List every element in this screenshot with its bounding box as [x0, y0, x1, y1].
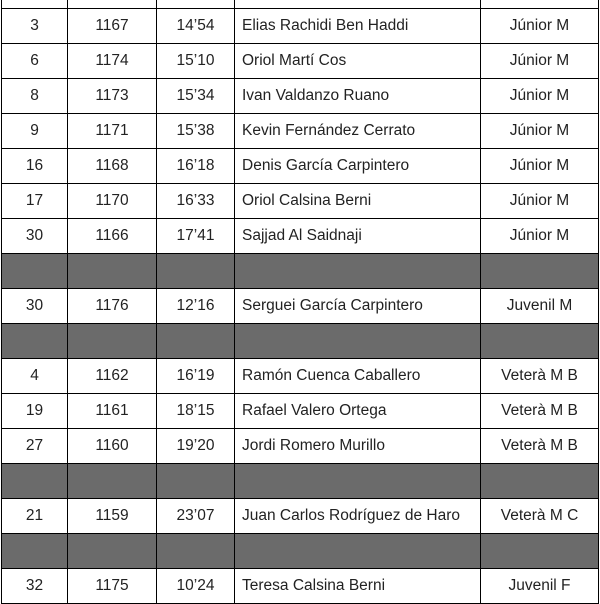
table-row — [2, 79, 599, 114]
category-cell: Veterà M B — [481, 429, 599, 464]
position-cell: 6 — [2, 44, 68, 79]
position-cell: 32 — [2, 569, 68, 604]
time-cell: 23’07 — [157, 499, 235, 534]
bib-number-cell: 1171 — [68, 114, 157, 149]
time-cell: 17’41 — [157, 219, 235, 254]
bib-number-cell: 1167 — [68, 9, 157, 44]
category-cell: Júnior M — [481, 149, 599, 184]
category-cell: Júnior M — [481, 44, 599, 79]
results-table — [1, 0, 599, 604]
separator-cell — [68, 464, 157, 499]
separator-cell — [2, 254, 68, 289]
time-cell: 12’16 — [157, 289, 235, 324]
bib-number-cell: 1162 — [68, 359, 157, 394]
category-separator-row — [2, 254, 599, 289]
bib-number-cell: 1168 — [68, 149, 157, 184]
position-cell: 21 — [2, 499, 68, 534]
table-row — [2, 219, 599, 254]
position-cell: 4 — [2, 359, 68, 394]
bib-number-cell: 1176 — [68, 289, 157, 324]
runner-name-cell: Kevin Fernández Cerrato — [235, 114, 481, 149]
runner-name-cell: Oriol Martí Cos — [235, 44, 481, 79]
table-row — [2, 394, 599, 429]
runner-name-cell: Sajjad Al Saidnaji — [235, 219, 481, 254]
table-row — [2, 429, 599, 464]
runner-name-cell: Elias Rachidi Ben Haddi — [235, 9, 481, 44]
table-row — [2, 289, 599, 324]
bib-number-cell: 1161 — [68, 394, 157, 429]
bib-number-cell — [68, 0, 157, 9]
table-row — [2, 44, 599, 79]
separator-cell — [68, 534, 157, 569]
separator-cell — [68, 254, 157, 289]
position-cell: 8 — [2, 79, 68, 114]
position-cell: 19 — [2, 394, 68, 429]
separator-cell — [157, 254, 235, 289]
category-cell: Júnior M — [481, 219, 599, 254]
position-cell — [2, 0, 68, 9]
bib-number-cell: 1174 — [68, 44, 157, 79]
category-cell: Júnior M — [481, 114, 599, 149]
time-cell: 15’38 — [157, 114, 235, 149]
table-row — [2, 359, 599, 394]
time-cell: 19’20 — [157, 429, 235, 464]
separator-cell — [481, 534, 599, 569]
runner-name-cell: Oriol Calsina Berni — [235, 184, 481, 219]
bib-number-cell: 1159 — [68, 499, 157, 534]
time-cell: 15’10 — [157, 44, 235, 79]
time-cell: 16’33 — [157, 184, 235, 219]
time-cell: 14’54 — [157, 9, 235, 44]
category-cell: Veterà M B — [481, 359, 599, 394]
separator-cell — [235, 534, 481, 569]
runner-name-cell: Jordi Romero Murillo — [235, 429, 481, 464]
runner-name-cell: Ivan Valdanzo Ruano — [235, 79, 481, 114]
table-row — [2, 499, 599, 534]
separator-cell — [68, 324, 157, 359]
category-cell: Júnior M — [481, 79, 599, 114]
time-cell — [157, 0, 235, 9]
category-cell: Veterà M B — [481, 394, 599, 429]
separator-cell — [2, 534, 68, 569]
position-cell: 3 — [2, 9, 68, 44]
table-row — [2, 114, 599, 149]
category-cell — [481, 0, 599, 9]
runner-name-cell: Rafael Valero Ortega — [235, 394, 481, 429]
runner-name-cell — [235, 0, 481, 9]
runner-name-cell: Teresa Calsina Berni — [235, 569, 481, 604]
position-cell: 17 — [2, 184, 68, 219]
separator-cell — [157, 534, 235, 569]
separator-cell — [235, 464, 481, 499]
category-cell: Veterà M C — [481, 499, 599, 534]
position-cell: 16 — [2, 149, 68, 184]
table-row — [2, 9, 599, 44]
time-cell: 16’18 — [157, 149, 235, 184]
table-row — [2, 0, 599, 9]
bib-number-cell: 1175 — [68, 569, 157, 604]
separator-cell — [157, 464, 235, 499]
table-row — [2, 184, 599, 219]
separator-cell — [2, 464, 68, 499]
separator-cell — [2, 324, 68, 359]
runner-name-cell: Ramón Cuenca Caballero — [235, 359, 481, 394]
separator-cell — [235, 324, 481, 359]
runner-name-cell: Serguei García Carpintero — [235, 289, 481, 324]
bib-number-cell: 1166 — [68, 219, 157, 254]
bib-number-cell: 1173 — [68, 79, 157, 114]
category-cell: Júnior M — [481, 9, 599, 44]
table-row — [2, 149, 599, 184]
separator-cell — [481, 324, 599, 359]
results-table-body — [2, 0, 599, 604]
position-cell: 30 — [2, 289, 68, 324]
separator-cell — [235, 254, 481, 289]
category-cell: Juvenil F — [481, 569, 599, 604]
separator-cell — [481, 254, 599, 289]
category-separator-row — [2, 324, 599, 359]
category-separator-row — [2, 534, 599, 569]
runner-name-cell: Denis García Carpintero — [235, 149, 481, 184]
separator-cell — [481, 464, 599, 499]
category-separator-row — [2, 464, 599, 499]
time-cell: 16’19 — [157, 359, 235, 394]
time-cell: 10’24 — [157, 569, 235, 604]
bib-number-cell: 1170 — [68, 184, 157, 219]
category-cell: Juvenil M — [481, 289, 599, 324]
table-row — [2, 569, 599, 604]
position-cell: 30 — [2, 219, 68, 254]
time-cell: 18’15 — [157, 394, 235, 429]
bib-number-cell: 1160 — [68, 429, 157, 464]
time-cell: 15’34 — [157, 79, 235, 114]
separator-cell — [157, 324, 235, 359]
position-cell: 9 — [2, 114, 68, 149]
category-cell: Júnior M — [481, 184, 599, 219]
position-cell: 27 — [2, 429, 68, 464]
runner-name-cell: Juan Carlos Rodríguez de Haro — [235, 499, 481, 534]
